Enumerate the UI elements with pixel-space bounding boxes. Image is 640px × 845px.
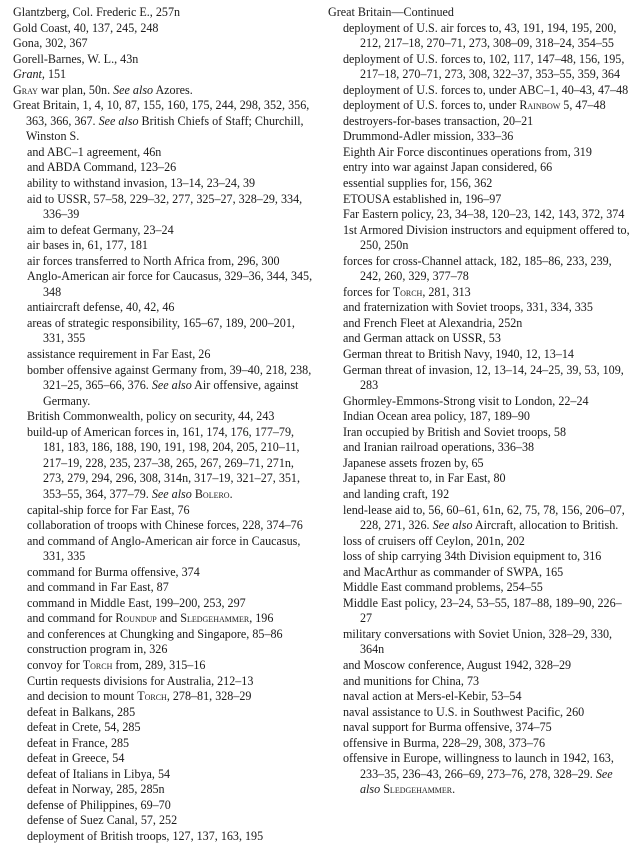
index-subentry — [13, 347, 317, 363]
index-entry-text: 151 — [44, 67, 67, 82]
index-entry-text: assistance requirement in Far East, 26 — [27, 347, 211, 362]
index-subentry — [328, 129, 632, 145]
index-entry-text: offensive in Europe, willingness to launch in 1942, 163, 233–35, 236–43, 266–69, 273–76, 278, 328–29. — [343, 751, 614, 781]
index-entry-text: offensive in Burma, 228–29, 308, 373–76 — [343, 735, 545, 750]
index-subentry — [328, 487, 632, 503]
index-entry-text: Indian Ocean area policy, 187, 189–90 — [343, 409, 530, 424]
index-entry-text: See also — [113, 82, 154, 97]
index-entry-text: and German attack on USSR, 53 — [343, 331, 501, 346]
index-subentry — [328, 316, 632, 332]
index-entry — [13, 67, 317, 83]
index-entry-text: lend-lease aid to, 56, 60–61, 61n, 62, 75, 78, 156, 206–07, 228, 271, 326. — [343, 502, 625, 533]
index-entry-text: See also — [98, 113, 139, 128]
index-subentry — [13, 705, 317, 721]
index-entry-text: and Iranian railroad operations, 336–38 — [343, 440, 535, 455]
index-entry-text: See also — [151, 378, 192, 393]
index-subentry — [328, 440, 632, 456]
index-entry-text: deployment of British troops, 127, 137, 163, 195 — [27, 828, 264, 843]
index-entry-text: and ABDA Command, 123–26 — [27, 160, 177, 175]
index-subentry — [328, 627, 632, 658]
index-subentry — [13, 316, 317, 347]
index-subentry — [328, 658, 632, 674]
index-entry-text: Japanese assets frozen by, 65 — [343, 455, 484, 470]
index-entry-text: See also — [432, 518, 473, 533]
index-entry — [13, 52, 317, 68]
index-entry-text: ability to withstand invasion, 13–14, 23–24, 39 — [27, 176, 256, 191]
index-entry-text: , 278–81, 328–29 — [166, 689, 252, 704]
index-subentry — [328, 503, 632, 534]
index-entry-text: aid to USSR, 57–58, 229–32, 277, 325–27, 328–29, 334, 336–39 — [27, 191, 303, 222]
index-entry-text: Gorell-Barnes, W. L., 43n — [13, 51, 139, 66]
index-entry — [13, 98, 317, 145]
index-subentry — [328, 285, 632, 301]
index-entry-text: Eighth Air Force discontinues operations from, 319 — [343, 144, 592, 159]
index-entry-text: deployment of U.S. air forces to, 43, 191, 194, 195, 200, 212, 217–18, 270–71, 273, 308–09, 318–24, 354–55 — [343, 20, 617, 51]
index-entry-text: Grant, — [13, 67, 45, 82]
index-entry-text: and conferences at Chungking and Singapore, 85–86 — [27, 626, 283, 641]
index-entry-text: ETOUSA established in, 196–97 — [343, 191, 502, 206]
index-entry-text: antiaircraft defense, 40, 42, 46 — [27, 300, 175, 315]
index-subentry — [13, 689, 317, 705]
index-entry-text: Torch — [82, 657, 113, 672]
index-entry-text: defense of Philippines, 69–70 — [27, 797, 171, 812]
index-entry-text: Bolero — [194, 486, 230, 501]
index-entry-text: Torch — [392, 284, 423, 299]
index-entry-text: and Moscow conference, August 1942, 328–29 — [343, 657, 572, 672]
index-subentry — [13, 580, 317, 596]
index-entry — [13, 36, 317, 52]
index-entry-text: and munitions for China, 73 — [343, 673, 480, 688]
index-subentry — [328, 456, 632, 472]
index-entry-text: Great Britain—Continued — [328, 5, 454, 19]
index-entry-text: German threat of invasion, 12, 13–14, 24–25, 39, 53, 109, 283 — [343, 362, 624, 393]
index-subentry — [328, 596, 632, 627]
index-entry-text: and command for — [27, 611, 116, 626]
index-entry-text: Sledgehammer — [180, 611, 250, 626]
index-entry-text: Ghormley-Emmons-Strong visit to London, 22–24 — [343, 393, 589, 408]
index-subentry — [13, 300, 317, 316]
index-subentry — [13, 736, 317, 752]
index-entry-text: bomber offensive against Germany from, 39–40, 218, 238, 321–25, 365–66, 376. — [27, 362, 312, 393]
index-entry-text: war plan, 50n. — [37, 82, 114, 97]
index-entry-text: construction program in, 326 — [27, 642, 168, 657]
index-subentry — [328, 347, 632, 363]
index-subentry — [13, 425, 317, 503]
index-entry-text: areas of strategic responsibility, 165–67, 189, 200–201, 331, 355 — [27, 315, 295, 346]
index-subentry — [13, 767, 317, 783]
index-subentry — [13, 565, 317, 581]
index-subentry — [13, 674, 317, 690]
index-entry-text: command for Burma offensive, 374 — [27, 564, 200, 579]
index-entry-text: and French Fleet at Alexandria, 252n — [343, 315, 523, 330]
index-subentry — [13, 534, 317, 565]
index-entry-text: Anglo-American air force for Caucasus, 329–36, 344, 345, 348 — [27, 269, 313, 299]
index-subentry — [328, 114, 632, 130]
index-entry-text: defeat in France, 285 — [27, 735, 130, 750]
index-subentry — [13, 720, 317, 736]
index-entry-text: Glantzberg, Col. Frederic E., 257n — [13, 5, 181, 19]
index-entry-text: , 281, 313 — [422, 284, 471, 299]
index-subentry — [328, 207, 632, 223]
index-entry-text: . — [452, 782, 456, 797]
index-entry-text: forces for — [343, 284, 393, 299]
index-subentry — [13, 363, 317, 410]
index-subentry — [328, 720, 632, 736]
index-subentry — [328, 300, 632, 316]
index-subentry — [13, 176, 317, 192]
index-subentry — [328, 83, 632, 99]
index-entry-text: and — [156, 611, 181, 626]
index-subentry — [13, 160, 317, 176]
index-subentry — [13, 409, 317, 425]
index-entry-text: German threat to British Navy, 1940, 12, 13–14 — [343, 347, 574, 362]
index-entry-text: deployment of U.S. forces to, 102, 117, 147–48, 156, 195, 217–18, 270–71, 273, 308, 322–37, 353–55, 359, 364 — [343, 51, 625, 82]
index-subentry — [328, 549, 632, 565]
index-entry-text: Middle East command problems, 254–55 — [343, 580, 543, 595]
index-entry — [328, 5, 632, 21]
index-entry-text: and fraternization with Soviet troops, 331, 334, 335 — [343, 300, 593, 315]
index-subentry — [13, 192, 317, 223]
index-subentry — [328, 751, 632, 798]
index-entry-text: British Chiefs of Staff; Churchill, Winston S. — [26, 113, 304, 144]
index-subentry — [13, 627, 317, 643]
index-entry-text: essential supplies for, 156, 362 — [343, 176, 493, 191]
index-entry-text: defeat of Italians in Libya, 54 — [27, 766, 171, 781]
index-entry-text: forces for cross-Channel attack, 182, 185–86, 233, 239, 242, 260, 329, 377–78 — [343, 253, 612, 284]
index-entry-text: deployment of U.S. forces to, under ABC–1, 40–43, 47–48 — [343, 82, 629, 97]
index-subentry — [328, 331, 632, 347]
index-subentry — [13, 782, 317, 798]
index-entry-text: 5, 47–48 — [560, 98, 606, 113]
index-entry-text: naval support for Burma offensive, 374–75 — [343, 720, 552, 735]
index-subentry — [13, 145, 317, 161]
index-entry-text: Curtin requests divisions for Australia, 212–13 — [27, 673, 254, 688]
index-subentry — [13, 829, 317, 845]
index-entry-text: Far Eastern policy, 23, 34–38, 120–23, 142, 143, 372, 374 — [343, 207, 625, 222]
index-entry — [13, 5, 317, 21]
index-entry-text: build-up of American forces in, 161, 174, 176, 177–79, 181, 183, 186, 188, 190, 191, 198, 204, 205, 210–11, 217–19, 228, 235, 237–38, 265, 267, 269–71, 271n, 273, 279, 294, 296, 308, 314n, 317–19, 321–27, 351, 353–55, 364, 377–79. — [27, 424, 300, 501]
index-subentry — [328, 409, 632, 425]
index-entry-text: Iran occupied by British and Soviet troops, 58 — [343, 424, 567, 439]
index-entry-text: Sledgehammer — [383, 782, 453, 797]
index-entry-text: Japanese threat to, in Far East, 80 — [343, 471, 506, 486]
index-subentry — [328, 425, 632, 441]
index-entry-text: Gold Coast, 40, 137, 245, 248 — [13, 20, 159, 35]
index-subentry — [13, 223, 317, 239]
index-entry-text: See also — [360, 766, 613, 797]
index-subentry — [328, 254, 632, 285]
index-entry-text: destroyers-for-bases transaction, 20–21 — [343, 113, 534, 128]
index-entry-text: Torch — [137, 689, 167, 704]
index-entry — [13, 21, 317, 37]
index-entry-text: loss of ship carrying 34th Division equipment to, 316 — [343, 549, 602, 564]
index-entry-text: Drummond-Adler mission, 333–36 — [343, 129, 514, 144]
index-subentry — [328, 363, 632, 394]
index-subentry — [13, 642, 317, 658]
index-entry-text: and decision to mount — [27, 689, 138, 704]
index-subentry — [328, 471, 632, 487]
index-entry-text: air bases in, 61, 177, 181 — [27, 238, 148, 253]
index-entry-text: and MacArthur as commander of SWPA, 165 — [343, 564, 564, 579]
index-subentry — [328, 52, 632, 83]
index-subentry — [328, 176, 632, 192]
index-entry-text: , 196 — [249, 611, 274, 626]
index-subentry — [13, 269, 317, 300]
index-entry-text: defeat in Greece, 54 — [27, 751, 125, 766]
index-entry-text: Gray — [13, 82, 38, 97]
index-subentry — [328, 736, 632, 752]
index-entry-text: Aircraft, allocation to British. — [472, 518, 619, 533]
index-entry-text: Gona, 302, 367 — [13, 36, 88, 51]
index-entry-text: naval assistance to U.S. in Southwest Pacific, 260 — [343, 704, 585, 719]
index-column-left — [13, 5, 317, 845]
index-entry-text: Air offensive, against Germany. — [43, 378, 299, 408]
index-entry-text: collaboration of troops with Chinese forces, 228, 374–76 — [27, 518, 303, 533]
index-entry-text: military conversations with Soviet Union, 328–29, 330, 364n — [343, 626, 613, 657]
index-subentry — [13, 751, 317, 767]
index-entry-text: deployment of U.S. forces to, under — [343, 98, 520, 113]
index-entry-text: Azores. — [153, 82, 193, 97]
index-entry-text: British Commonwealth, policy on security, 44, 243 — [27, 409, 275, 424]
index-entry-text: defeat in Norway, 285, 285n — [27, 782, 165, 797]
index-entry-text: loss of cruisers off Ceylon, 201n, 202 — [343, 533, 525, 548]
index-subentry — [13, 813, 317, 829]
index-subentry — [13, 611, 317, 627]
index-subentry — [328, 145, 632, 161]
index-entry-text: and command of Anglo-American air force in Caucasus, 331, 335 — [27, 533, 301, 564]
index-subentry — [328, 580, 632, 596]
index-entry-text: from, 289, 315–16 — [112, 657, 206, 672]
index-entry-text: defeat in Balkans, 285 — [27, 704, 136, 719]
index-subentry — [328, 192, 632, 208]
index-entry-text: Great Britain, 1, 4, 10, 87, 155, 160, 175, 244, 298, 352, 356, 363, 366, 367. — [13, 98, 310, 128]
index-subentry — [328, 705, 632, 721]
index-entry-text: Rainbow — [519, 98, 561, 113]
index-column-right — [328, 5, 632, 798]
index-subentry — [328, 98, 632, 114]
index-subentry — [328, 394, 632, 410]
index-subentry — [328, 21, 632, 52]
index-entry-text: capital-ship force for Far East, 76 — [27, 502, 190, 517]
index-entry-text: and ABC–1 agreement, 46n — [27, 144, 162, 159]
index-entry-text: entry into war against Japan considered, 66 — [343, 160, 553, 175]
index-subentry — [13, 254, 317, 270]
index-subentry — [328, 160, 632, 176]
index-subentry — [328, 565, 632, 581]
index-subentry — [13, 798, 317, 814]
index-subentry — [13, 503, 317, 519]
index-subentry — [328, 223, 632, 254]
index-entry-text: aim to defeat Germany, 23–24 — [27, 222, 174, 237]
index-subentry — [328, 534, 632, 550]
index-entry-text: and command in Far East, 87 — [27, 580, 169, 595]
index-entry — [13, 83, 317, 99]
index-subentry — [328, 689, 632, 705]
index-entry-text: defeat in Crete, 54, 285 — [27, 720, 141, 735]
index-subentry — [328, 674, 632, 690]
index-entry-text: defense of Suez Canal, 57, 252 — [27, 813, 178, 828]
index-entry-text: convoy for — [27, 657, 83, 672]
index-entry-text: and landing craft, 192 — [343, 486, 450, 501]
index-entry-text: Roundup — [115, 611, 157, 626]
index-entry-text: 1st Armored Division instructors and equipment offered to, 250, 250n — [343, 222, 630, 253]
index-entry-text: Middle East policy, 23–24, 53–55, 187–88, 189–90, 226–27 — [343, 595, 622, 626]
index-entry-text: . — [229, 486, 233, 501]
index-entry-text: command in Middle East, 199–200, 253, 297 — [27, 595, 246, 610]
index-subentry — [13, 238, 317, 254]
index-entry-text: See also — [151, 486, 192, 501]
index-subentry — [13, 596, 317, 612]
index-subentry — [13, 518, 317, 534]
index-entry-text: air forces transferred to North Africa from, 296, 300 — [27, 253, 280, 268]
index-subentry — [13, 658, 317, 674]
index-entry-text: naval action at Mers-el-Kebir, 53–54 — [343, 689, 522, 704]
